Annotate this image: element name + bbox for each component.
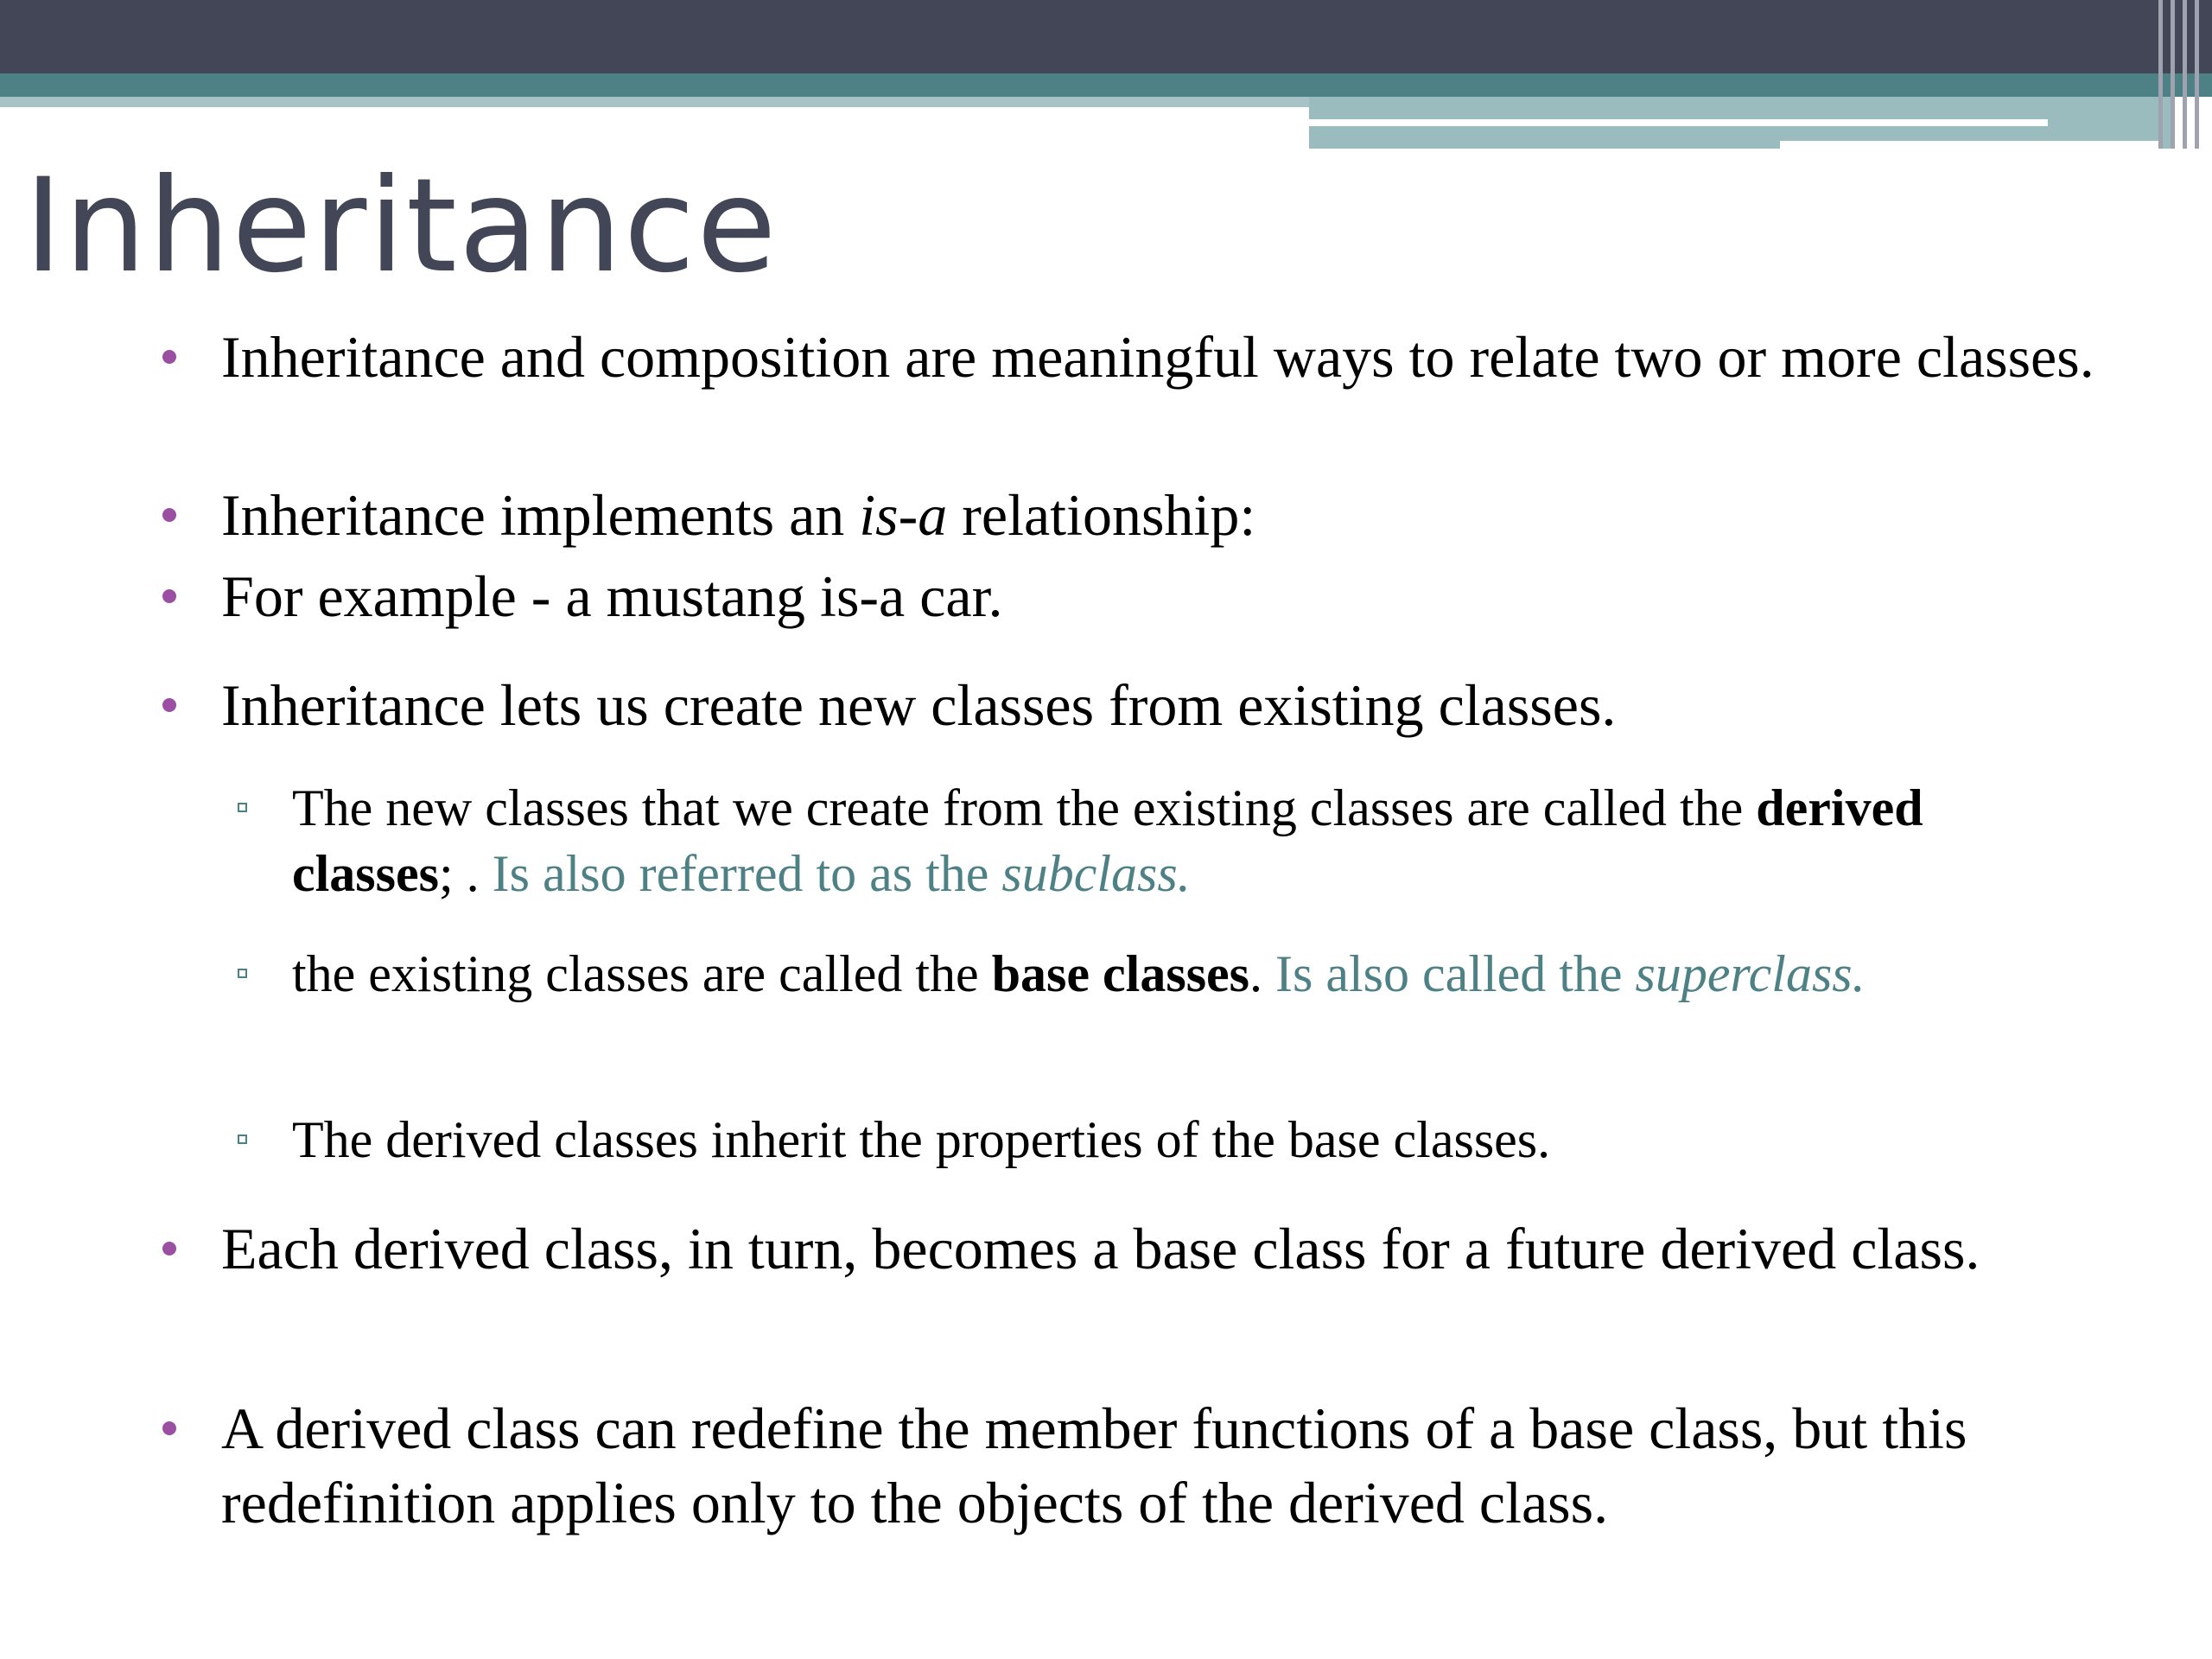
sub-bullet-text: ; . [438, 845, 493, 902]
bullet-item [221, 668, 2105, 742]
bullet-dot [162, 589, 176, 603]
sub-bullet-item [292, 1107, 2063, 1173]
bullet-item [221, 1211, 2105, 1286]
sub-bullet-term: derived classes [292, 779, 1923, 902]
sub-bullet-square [238, 969, 247, 978]
bullet-text-italic: is-a [859, 482, 948, 548]
bullet-item [221, 1391, 2105, 1540]
bullet-item [221, 320, 2105, 394]
sub-bullet-text: . [1249, 945, 1276, 1002]
sub-bullet-square [238, 803, 247, 812]
bullet-dot [162, 1242, 176, 1255]
bullet-text: Inheritance and composition are meaningful ways to relate two or more classes. [221, 324, 2094, 390]
sub-bullet-text: The new classes that we create from the existing classes are called the [292, 779, 1757, 836]
bullet-dot [162, 350, 176, 364]
bullet-text: Each derived class, in turn, becomes a base class for a future derived class. [221, 1216, 1980, 1281]
bullet-item [221, 478, 2105, 552]
bullet-text: Inheritance lets us create new classes from existing classes. [221, 672, 1617, 738]
sub-bullet-item [292, 941, 2063, 1007]
sub-bullet-text: the existing classes are called the [292, 945, 992, 1002]
bullet-dot [162, 508, 176, 522]
sub-bullet-note-italic: superclass. [1635, 945, 1866, 1002]
sub-bullet-square [238, 1135, 247, 1144]
sub-bullet-note: Is also referred to as the [492, 845, 1002, 902]
sub-bullet-text: The derived classes inherit the properties of the base classes. [292, 1111, 1551, 1168]
slide-title: Inheritance [24, 151, 779, 302]
sub-bullet-item [292, 775, 2063, 906]
bullet-item [221, 559, 2105, 633]
bullet-text: Inheritance implements an [221, 482, 860, 548]
sub-bullet-term: base classes [991, 945, 1250, 1002]
bullet-dot [162, 1421, 176, 1435]
sub-bullet-note-italic: subclass. [1001, 845, 1191, 902]
bullet-dot [162, 698, 176, 712]
sub-bullet-note: Is also called the [1275, 945, 1636, 1002]
bullet-text: relationship: [947, 482, 1256, 548]
bullet-text: For example - a mustang is-a car. [221, 563, 1003, 629]
bullet-text: A derived class can redefine the member functions of a base class, but this redefinition applies only to the objects of the derived class. [221, 1395, 1967, 1535]
